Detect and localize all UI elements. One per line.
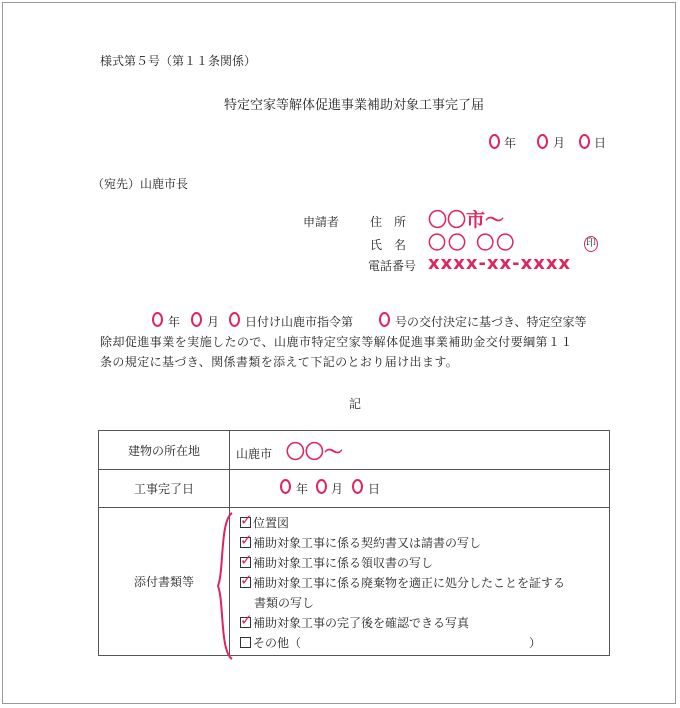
attachment-item[interactable]: ✓ 補助対象工事に係る領収書の写し <box>240 550 434 570</box>
ki-heading: 記 <box>349 397 362 411</box>
location-label: 建物の所在地 <box>99 431 230 470</box>
body-text-segment: 号の交付決定に基づき、特定空家等 <box>395 315 587 329</box>
address-value: 〇〇市〜 <box>428 209 505 231</box>
handwritten-day-mark <box>579 134 590 149</box>
form-title: 特定空家等解体促進事業補助対象工事完了届 <box>224 98 485 113</box>
attachment-item[interactable]: ✓ 補助対象工事に係る廃棄物を適正に処分したことを証する <box>240 570 566 590</box>
table-row <box>99 470 610 508</box>
body-line-2: 除却促進事業を実施したので、山鹿市特定空家等解体促進事業補助金交付要綱第１１ <box>100 335 573 349</box>
applicant-role-label: 申請者 <box>303 215 340 229</box>
completion-cell <box>230 470 610 508</box>
attachment-item[interactable]: ✓ 補助対象工事に係る契約書又は請書の写し <box>240 530 482 550</box>
details-table <box>98 430 610 656</box>
date-month-label: 月 <box>553 136 566 150</box>
attachment-item[interactable]: ✓ 補助対象工事の完了後を確認できる写真 <box>240 610 470 630</box>
location-cell <box>230 431 610 470</box>
attachments-label: 添付書類等 <box>99 508 230 656</box>
checkbox[interactable]: ✓ <box>240 570 253 589</box>
name-label: 氏 名 <box>370 238 407 252</box>
date-year-label: 年 <box>504 136 517 150</box>
checkbox[interactable] <box>240 637 251 648</box>
handwritten-month-mark <box>537 134 548 149</box>
table-row <box>99 508 610 656</box>
handwritten-mark <box>229 312 240 327</box>
completion-day-label: 日 <box>368 482 381 496</box>
form-number: 様式第５号（第１１条関係） <box>100 54 257 68</box>
checkbox[interactable]: ✓ <box>240 610 253 629</box>
phone-label: 電話番号 <box>368 259 417 273</box>
date-day-label: 日 <box>594 136 607 150</box>
handwritten-mark <box>316 479 327 494</box>
handwritten-mark <box>352 479 363 494</box>
attachments-cell <box>230 508 610 656</box>
location-value: 山鹿市 <box>236 446 273 461</box>
completion-month-label: 月 <box>331 482 344 496</box>
handwritten-mark <box>152 312 163 327</box>
body-line-3: 条の規定に基づき、関係書類を添えて下記のとおり届け出ます。 <box>100 355 459 369</box>
checkbox[interactable]: ✓ <box>240 550 253 569</box>
attachment-item[interactable]: ✓ 位置図 <box>240 510 290 530</box>
table-row <box>99 431 610 470</box>
attachment-item-continuation: 書類の写し <box>254 595 315 610</box>
completion-label: 工事完了日 <box>99 470 230 508</box>
checkbox[interactable]: ✓ <box>240 510 253 529</box>
attachment-item[interactable]: その他（ ） <box>230 633 609 653</box>
body-month-label: 月 <box>207 315 220 329</box>
seal-mark: 印 <box>584 236 598 252</box>
name-value: 〇〇 〇〇 <box>428 233 517 254</box>
handwritten-mark <box>191 312 202 327</box>
checkbox[interactable]: ✓ <box>240 530 253 549</box>
handwritten-year-mark <box>489 134 500 149</box>
body-year-label: 年 <box>168 315 181 329</box>
handwritten-mark <box>379 312 390 327</box>
address-label: 住 所 <box>370 215 407 229</box>
phone-value: xxxx-xx-xxxx <box>428 253 572 274</box>
addressee: （宛先）山鹿市長 <box>92 177 189 191</box>
location-handwritten: 〇〇〜 <box>285 440 343 463</box>
handwritten-mark <box>280 479 291 494</box>
completion-year-label: 年 <box>296 482 309 496</box>
body-text-segment: 日付け山鹿市指令第 <box>245 315 354 329</box>
